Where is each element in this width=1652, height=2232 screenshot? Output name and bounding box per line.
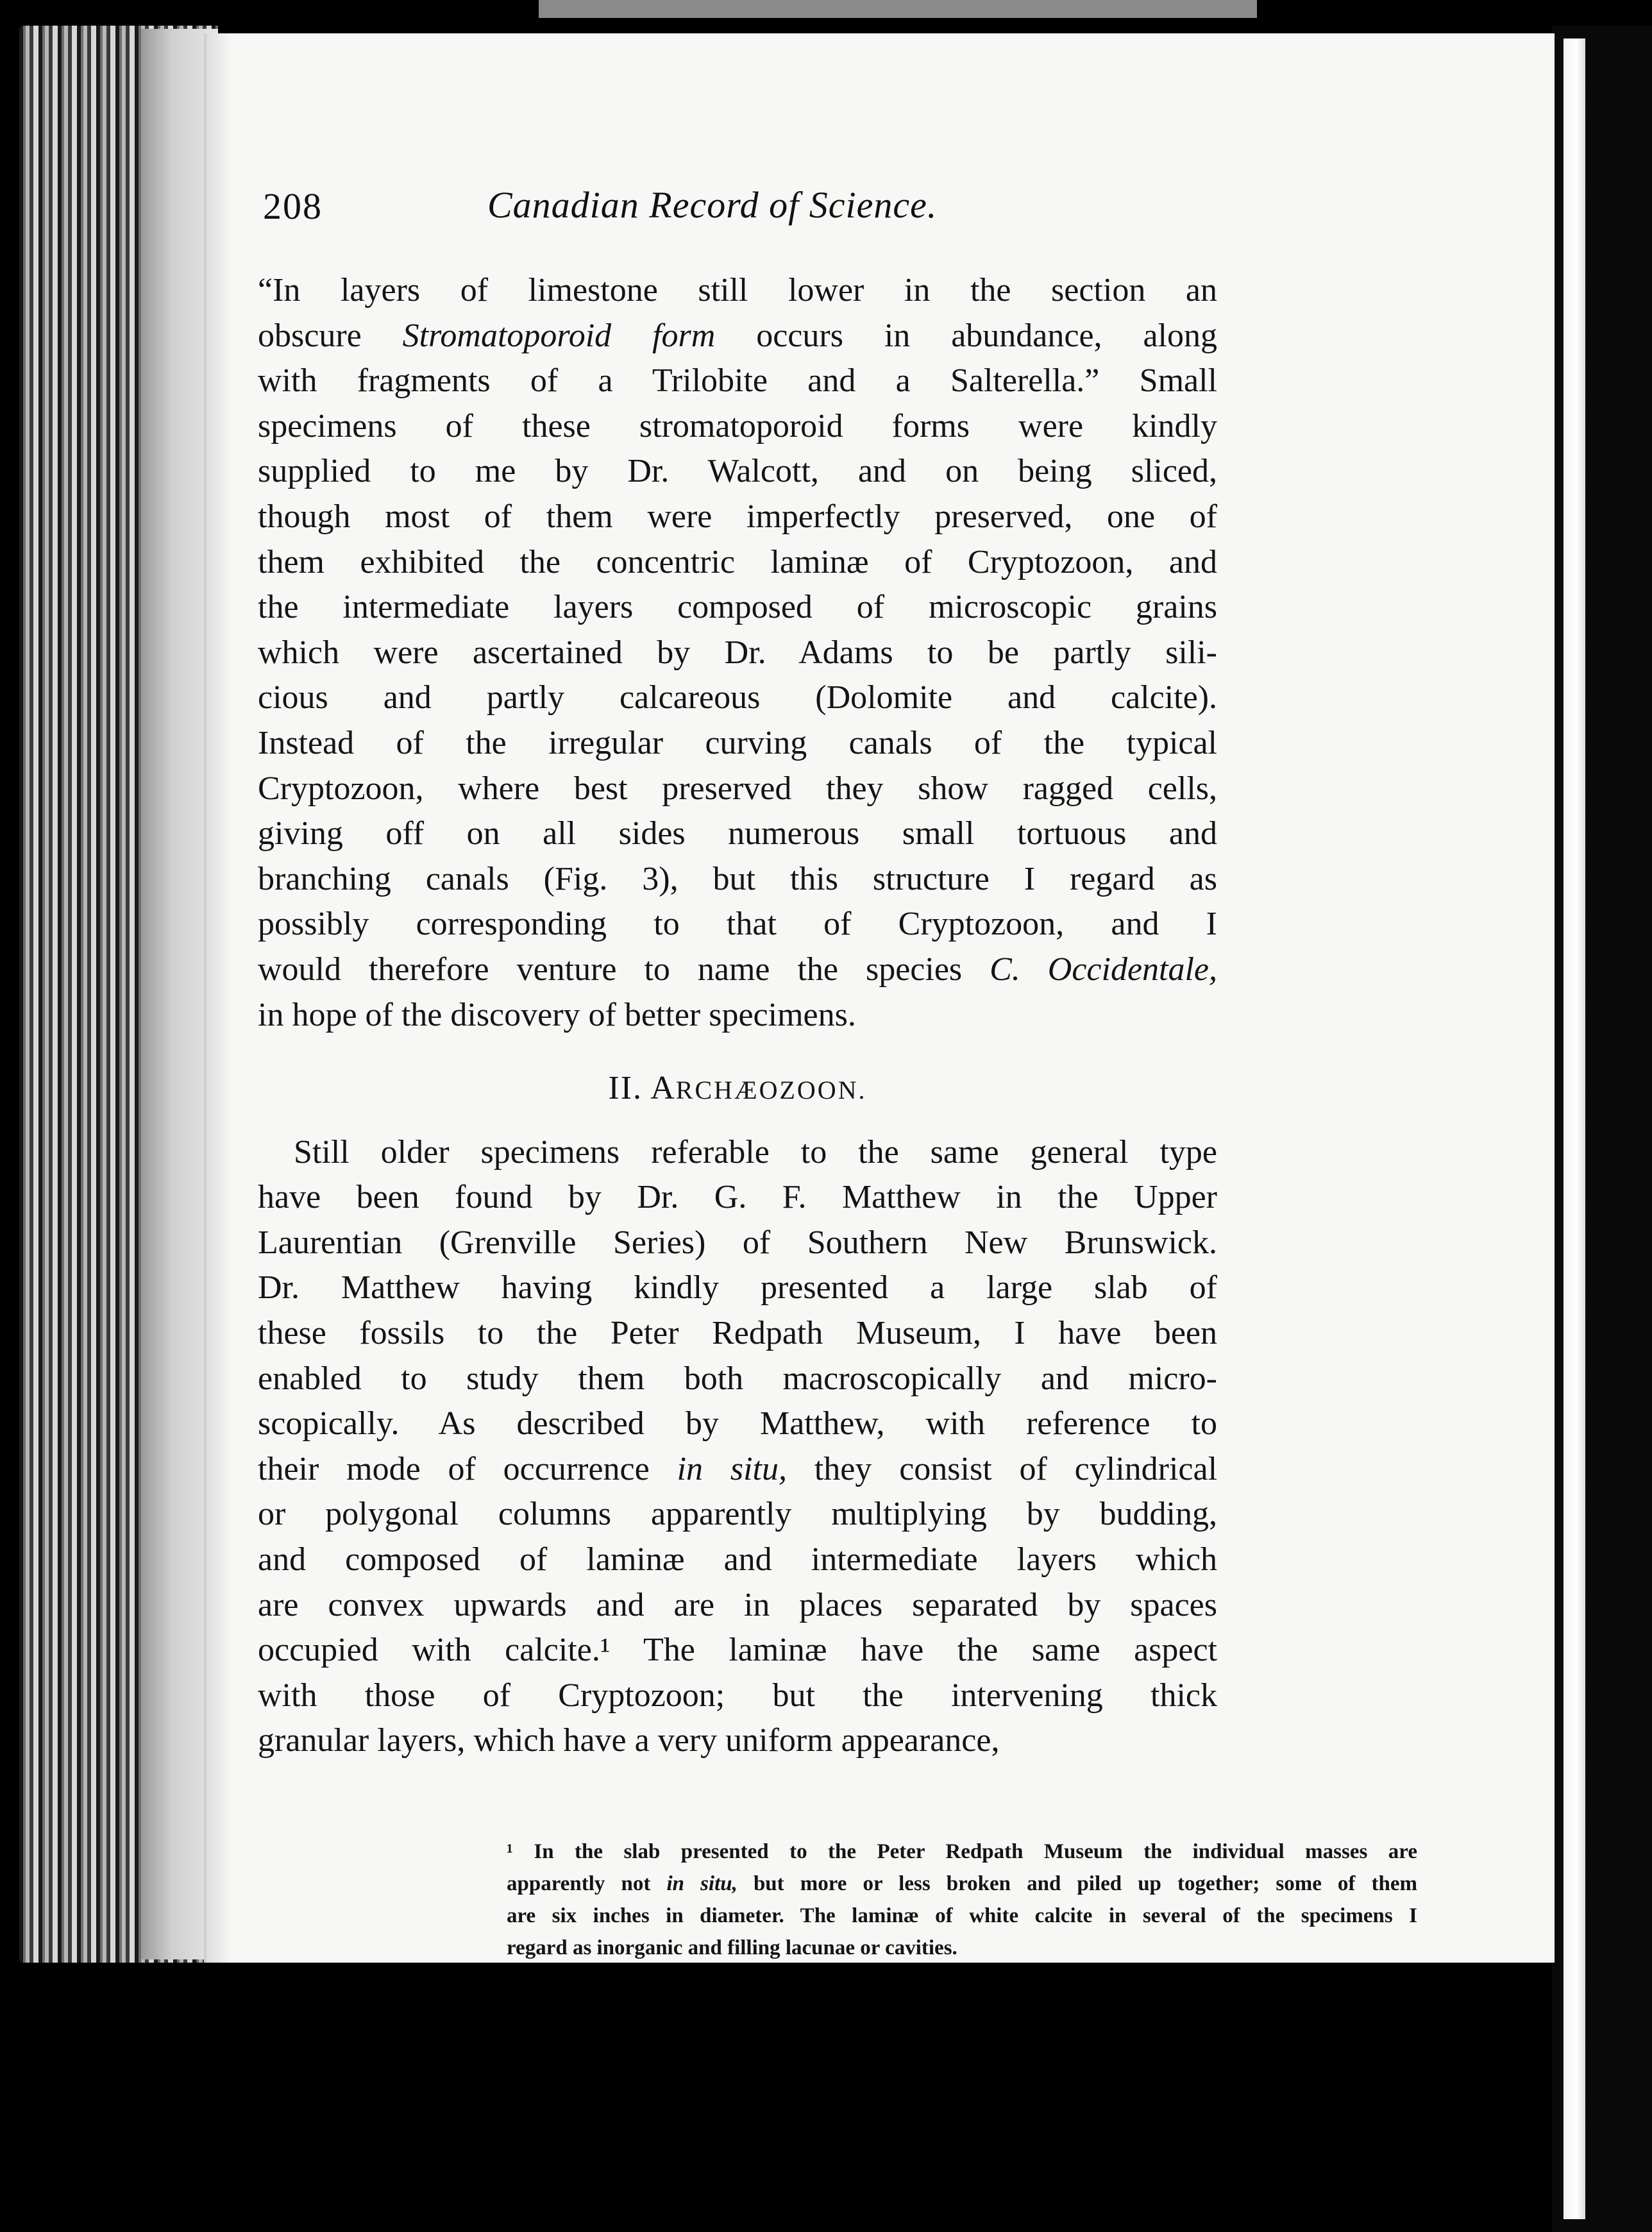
paragraph-2-line: these fossils to the Peter Redpath Museum, I have been: [258, 1315, 1217, 1352]
top-scan-strip: [539, 0, 1257, 18]
paragraph-2-line: and composed of laminæ and intermediate layers which: [258, 1541, 1217, 1578]
paragraph-2-line: or polygonal columns apparently multiplying by budding,: [258, 1496, 1217, 1533]
paragraph-2-line: are convex upwards and are in places separated by spaces: [258, 1586, 1217, 1623]
facing-page-edge: [1564, 38, 1585, 2219]
paragraph-1: [258, 268, 1217, 1038]
paragraph-2-line: their mode of occurrence in situ, they consist of cylindrical: [258, 1450, 1218, 1487]
footnote: [507, 1836, 1417, 1964]
running-head: [263, 172, 1174, 242]
paragraph-2-line: Still older specimens referable to the same general type: [294, 1133, 1217, 1171]
paragraph-1-line: branching canals (Fig. 3), but this structure I regard as: [258, 860, 1217, 897]
paragraph-1-line: “In layers of limestone still lower in the section an: [258, 272, 1217, 309]
paragraph-1-line: with fragments of a Trilobite and a Salterella.” Small: [258, 362, 1217, 400]
paragraph-1-line: Instead of the irregular curving canals of the typical: [258, 724, 1217, 761]
footnote-line: regard as inorganic and filling lacunae or cavities.: [507, 1936, 957, 1959]
paragraph-2-line: Laurentian (Grenville Series) of Southern New Brunswick.: [258, 1224, 1217, 1261]
paragraph-2-line: scopically. As described by Matthew, with reference to: [258, 1405, 1217, 1442]
paragraph-2: [258, 1130, 1217, 1764]
paragraph-2-line: enabled to study them both macroscopically and micro-: [258, 1360, 1217, 1397]
footnote-line: ¹ In the slab presented to the Peter Redpath Museum the individual masses are: [507, 1840, 1417, 1863]
paragraph-1-line: the intermediate layers composed of microscopic grains: [258, 589, 1217, 626]
paragraph-2-line: with those of Cryptozoon; but the intervening thick: [258, 1677, 1217, 1714]
page-gutter-shadow: [206, 33, 232, 1963]
paragraph-1-line: would therefore venture to name the species C. Occidentale,: [258, 951, 1217, 988]
paragraph-1-line: cious and partly calcareous (Dolomite and calcite).: [258, 679, 1217, 716]
journal-title: Canadian Record of Science.: [487, 184, 938, 226]
page-number: 208: [263, 185, 323, 227]
paragraph-1-line: in hope of the discovery of better specimens.: [258, 996, 856, 1033]
footnote-line: apparently not in situ, but more or less broken and piled up together; some of them: [507, 1872, 1417, 1895]
paragraph-2-line: Dr. Matthew having kindly presented a large slab of: [258, 1269, 1217, 1306]
paragraph-1-line: them exhibited the concentric laminæ of Cryptozoon, and: [258, 543, 1217, 580]
section-heading-title-rest: RCHÆOZOON.: [675, 1076, 867, 1105]
footnote-line: are six inches in diameter. The laminæ of white calcite in several of the specimens I: [507, 1904, 1417, 1927]
paragraph-1-line: supplied to me by Dr. Walcott, and on being sliced,: [258, 453, 1217, 490]
section-heading-title-initial: A: [650, 1070, 676, 1107]
paragraph-1-line: which were ascertained by Dr. Adams to be partly sili-: [258, 634, 1217, 671]
paragraph-1-line: giving off on all sides numerous small tortuous and: [258, 815, 1217, 852]
paragraph-1-line: though most of them were imperfectly preserved, one of: [258, 498, 1217, 535]
paragraph-2-line: have been found by Dr. G. F. Matthew in the Upper: [258, 1179, 1217, 1216]
paragraph-1-line: possibly corresponding to that of Cryptozoon, and I: [258, 906, 1217, 943]
paragraph-1-line: specimens of these stromatoporoid forms were kindly: [258, 407, 1217, 444]
paragraph-2-line: occupied with calcite.¹ The laminæ have the same aspect: [258, 1632, 1217, 1669]
paragraph-1-line: Cryptozoon, where best preserved they show ragged cells,: [258, 770, 1217, 807]
paragraph-1-line: obscure Stromatoporoid form occurs in abundance, along: [258, 317, 1217, 354]
paragraph-2-line: granular layers, which have a very uniform appearance,: [258, 1722, 1000, 1759]
body-text: [258, 268, 1217, 1764]
section-heading: [258, 1066, 1217, 1113]
section-heading-numeral: II.: [608, 1070, 643, 1107]
